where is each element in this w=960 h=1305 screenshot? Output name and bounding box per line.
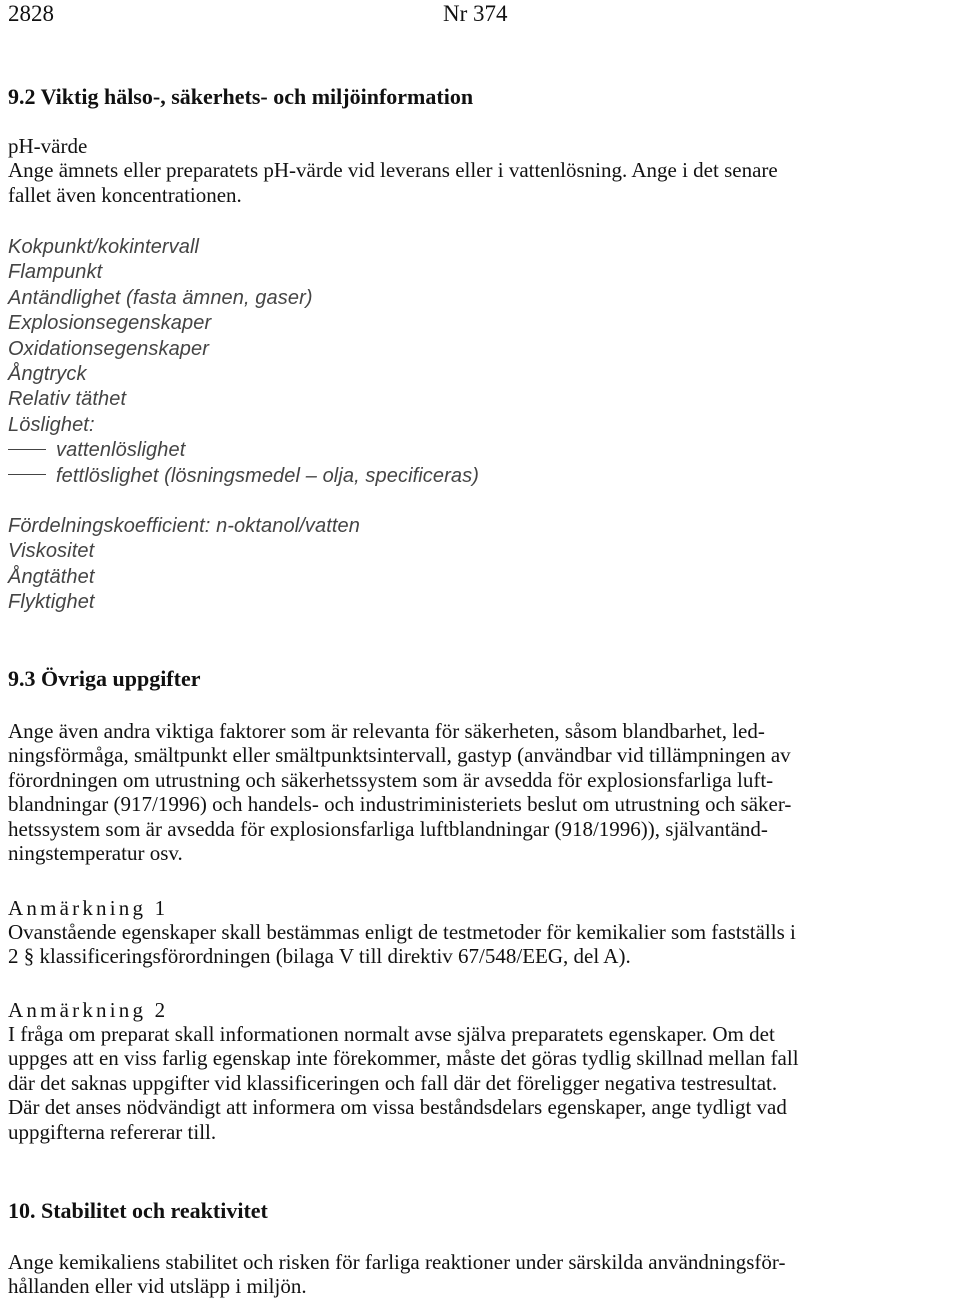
solubility-item-label: fettlöslighet (lösningsmedel – olja, specificeras) (56, 464, 479, 487)
property-item: Relativ täthet (8, 388, 127, 411)
property-item: Kokpunkt/kokintervall (8, 236, 200, 258)
ph-label: pH-värde (8, 134, 88, 158)
paragraph-line: hållanden eller vid utsläpp i miljön. (8, 1274, 307, 1299)
solubility-item (8, 464, 958, 489)
note-2-line: Där det anses nödvändigt att informera om vissa beståndsdelars egenskaper, ange tydligt vad (8, 1095, 787, 1120)
section-9-2-heading: 9.2 Viktig hälso-, säkerhets- och miljöinformation (8, 84, 474, 109)
property-item: Ångtäthet (8, 565, 95, 588)
property-item: Explosionsegenskaper (8, 312, 212, 335)
note-1-line: Ovanstående egenskaper skall bestämmas enligt de testmetoder för kemikalier som fastställs i (8, 920, 796, 944)
section-9-3-heading: 9.3 Övriga uppgifter (8, 666, 201, 691)
section-9-3-paragraph (8, 719, 958, 865)
dash-icon (8, 474, 46, 475)
property-item: Ångtryck (8, 363, 87, 386)
paragraph-line: Ange kemikaliens stabilitet och risken för farliga reaktioner under särskilda användningsför- (8, 1250, 786, 1274)
paragraph-line: Ange även andra viktiga faktorer som är relevanta för säkerheten, såsom blandbarhet, led- (8, 719, 765, 743)
ph-text-line: Ange ämnets eller preparatets pH-värde vid leverans eller i vattenlösning. Ange i det senare (8, 158, 778, 183)
section-10-heading: 10. Stabilitet och reaktivitet (8, 1198, 268, 1223)
property-item: Antändlighet (fasta ämnen, gaser) (8, 286, 313, 309)
property-item: Flampunkt (8, 261, 103, 284)
property-item: Löslighet: (8, 413, 95, 436)
property-list (8, 235, 958, 489)
dash-icon (8, 449, 46, 450)
paragraph-line: blandningar (917/1996) och handels- och industriministeriets beslut om utrustning och säker- (8, 792, 792, 817)
note-2-line: I fråga om preparat skall informationen normalt avse själva preparatets egenskaper. Om det (8, 1022, 775, 1046)
property-item: Viskositet (8, 540, 95, 563)
note-1 (8, 896, 958, 969)
property-item: Flyktighet (8, 591, 95, 614)
paragraph-line: förordningen om utrustning och säkerhetssystem som är avsedda för explosionsfarliga luft- (8, 767, 774, 792)
paragraph-line: ningstemperatur osv. (8, 841, 183, 866)
page-number: 2828 (8, 1, 54, 26)
note-2 (8, 998, 958, 1144)
note-2-line: uppgifterna refererar till. (8, 1119, 217, 1144)
journal-number: Nr 374 (443, 1, 508, 26)
paragraph-line: ningsförmåga, smältpunkt eller smältpunktsintervall, gastyp (användbar vid tillämpningen av (8, 743, 791, 768)
ph-block (8, 134, 958, 207)
solubility-item-label: vattenlöslighet (56, 439, 186, 462)
property-item: Oxidationsegenskaper (8, 337, 210, 360)
note-1-line: 2 § klassificeringsförordningen (bilaga V till direktiv 67/548/EEG, del A). (8, 944, 631, 969)
property-item: Fördelningskoefficient: n-oktanol/vatten (8, 515, 360, 537)
property-list-2 (8, 514, 958, 616)
note-1-label: Anmärkning 1 (8, 896, 169, 920)
section-10-paragraph (8, 1250, 958, 1299)
note-2-label: Anmärkning 2 (8, 998, 169, 1022)
paragraph-line: hetssystem som är avsedda för explosionsfarliga luftblandningar (918/1996)), självantänd- (8, 816, 768, 841)
note-2-line: där det saknas uppgifter vid klassificeringen och fall där det föreligger negativa testresultat. (8, 1070, 778, 1095)
ph-text-line: fallet även koncentrationen. (8, 182, 242, 207)
note-2-line: uppges att en viss farlig egenskap inte förekommer, måste det göras tydlig skillnad mellan fall (8, 1046, 799, 1071)
solubility-item (8, 438, 958, 463)
